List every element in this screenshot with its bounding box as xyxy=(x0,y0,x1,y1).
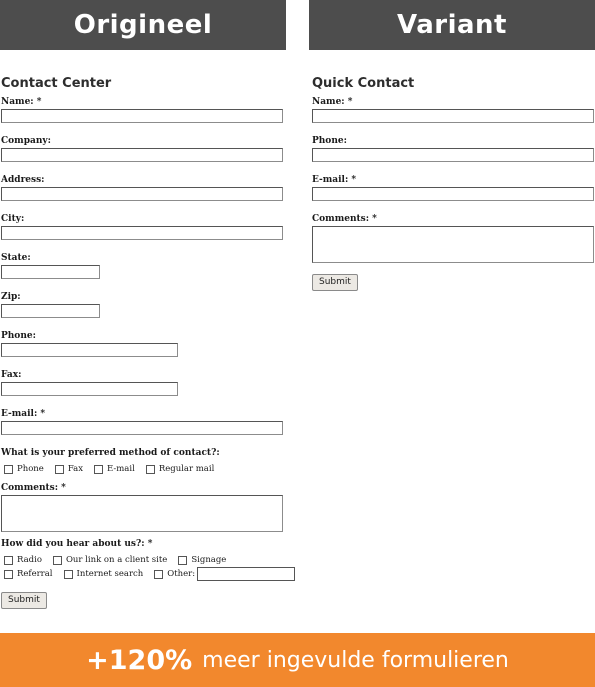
state-label: State: xyxy=(1,253,31,263)
contact-option-email[interactable]: E-mail xyxy=(91,464,135,474)
name-label: Name: xyxy=(312,97,345,107)
required-mark: * xyxy=(36,97,42,107)
address-label: Address: xyxy=(1,175,45,185)
name-label: Name: xyxy=(1,97,34,107)
contact-method-group xyxy=(1,447,284,476)
name-field-group xyxy=(1,96,284,135)
fax-input[interactable] xyxy=(1,382,178,396)
required-mark: * xyxy=(61,483,66,493)
zip-field-group xyxy=(1,291,284,330)
phone-label: Phone: xyxy=(1,331,36,341)
checkbox[interactable] xyxy=(94,465,103,474)
submit-button[interactable]: Submit xyxy=(1,592,47,609)
city-label: City: xyxy=(1,214,25,224)
form-title: Quick Contact xyxy=(312,76,415,91)
checkbox[interactable] xyxy=(4,570,13,579)
contact-method-label: What is your preferred method of contact?: xyxy=(1,448,220,458)
city-input[interactable] xyxy=(1,226,283,240)
name-input[interactable] xyxy=(312,109,594,123)
hear-option-radio[interactable]: Radio xyxy=(1,555,42,565)
required-mark: * xyxy=(351,175,357,185)
address-field-group xyxy=(1,174,284,213)
contact-option-phone[interactable]: Phone xyxy=(1,464,44,474)
email-label: E-mail: xyxy=(1,409,38,419)
hear-option-signage[interactable]: Signage xyxy=(175,555,226,565)
comments-field-group xyxy=(1,482,284,538)
other-input[interactable] xyxy=(197,567,295,581)
comments-label: Comments: xyxy=(1,483,59,493)
state-field-group xyxy=(1,252,284,291)
checkbox[interactable] xyxy=(4,556,13,565)
email-label: E-mail: xyxy=(312,175,349,185)
address-input[interactable] xyxy=(1,187,283,201)
email-input[interactable] xyxy=(1,421,283,435)
hear-about-row-1 xyxy=(1,553,284,567)
variant-contact-form xyxy=(312,75,595,291)
comments-textarea[interactable] xyxy=(312,226,594,263)
name-input[interactable] xyxy=(1,109,283,123)
phone-label: Phone: xyxy=(312,136,347,146)
fax-field-group xyxy=(1,369,284,408)
contact-method-options xyxy=(1,462,284,476)
required-mark: * xyxy=(40,409,46,419)
hear-option-internet-search[interactable]: Internet search xyxy=(61,569,144,579)
checkbox[interactable] xyxy=(4,465,13,474)
phone-input[interactable] xyxy=(1,343,178,357)
phone-field-group xyxy=(1,330,284,369)
original-contact-form xyxy=(1,75,284,609)
hear-option-referral[interactable]: Referral xyxy=(1,569,53,579)
company-label: Company: xyxy=(1,136,51,146)
checkbox[interactable] xyxy=(53,556,62,565)
state-input[interactable] xyxy=(1,265,100,279)
phone-input[interactable] xyxy=(312,148,594,162)
hear-option-client-site[interactable]: Our link on a client site xyxy=(50,555,167,565)
city-field-group xyxy=(1,213,284,252)
comments-label: Comments: xyxy=(312,214,370,224)
zip-input[interactable] xyxy=(1,304,100,318)
banner-text: meer ingevulde formulieren xyxy=(202,647,509,673)
checkbox[interactable] xyxy=(64,570,73,579)
required-mark: * xyxy=(372,214,377,224)
hear-about-row-2 xyxy=(1,567,284,581)
contact-option-fax[interactable]: Fax xyxy=(52,464,83,474)
form-title: Contact Center xyxy=(1,76,112,91)
comments-textarea[interactable] xyxy=(1,495,283,532)
hear-option-other[interactable]: Other: xyxy=(151,567,295,581)
result-banner xyxy=(0,633,595,687)
fax-label: Fax: xyxy=(1,370,22,380)
checkbox[interactable] xyxy=(154,570,163,579)
hear-about-group xyxy=(1,538,284,581)
original-header: Origineel xyxy=(0,0,286,50)
required-mark: * xyxy=(347,97,353,107)
email-field-group xyxy=(312,174,595,213)
contact-option-regular-mail[interactable]: Regular mail xyxy=(143,464,214,474)
submit-button[interactable]: Submit xyxy=(312,274,358,291)
email-input[interactable] xyxy=(312,187,594,201)
zip-label: Zip: xyxy=(1,292,21,302)
name-field-group xyxy=(312,96,595,135)
hear-about-label: How did you hear about us?: xyxy=(1,539,145,549)
company-input[interactable] xyxy=(1,148,283,162)
company-field-group xyxy=(1,135,284,174)
checkbox[interactable] xyxy=(55,465,64,474)
banner-percent: +120% xyxy=(86,644,193,676)
checkbox[interactable] xyxy=(146,465,155,474)
comments-field-group xyxy=(312,213,595,269)
email-field-group xyxy=(1,408,284,447)
required-mark: * xyxy=(147,539,153,549)
variant-header: Variant xyxy=(309,0,595,50)
checkbox[interactable] xyxy=(178,556,187,565)
phone-field-group xyxy=(312,135,595,174)
